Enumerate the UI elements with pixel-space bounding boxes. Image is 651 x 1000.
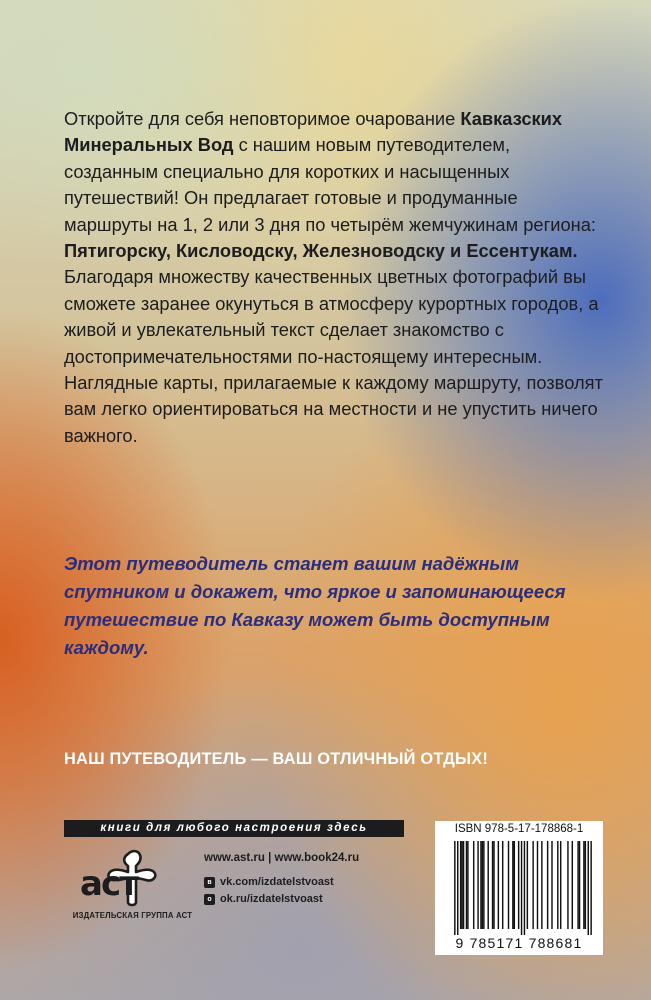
barcode-bar	[579, 841, 580, 929]
slogan: НАШ ПУТЕВОДИТЕЛЬ — ВАШ ОТЛИЧНЫЙ ОТДЫХ!	[64, 750, 489, 768]
barcode-bar	[480, 841, 481, 929]
barcode-bar	[514, 841, 515, 929]
ok-link[interactable]	[204, 893, 323, 905]
barcode-bar	[466, 841, 467, 929]
publisher-name: ИЗДАТЕЛЬСКАЯ ГРУППА АСТ	[72, 911, 193, 920]
barcode-bar	[460, 841, 461, 929]
vk-link-text[interactable]: vk.com/izdatelstvoast	[220, 876, 334, 888]
barcode-bar	[547, 841, 548, 929]
barcode-bar	[532, 841, 533, 929]
barcode-bar	[461, 841, 462, 929]
barcode-bar	[473, 841, 474, 929]
barcode-bar	[567, 841, 568, 929]
series-tagline-bar: книги для любого настроения здесь	[64, 820, 404, 837]
description-part-3: Благодаря множеству качественных цветных фотографий вы сможете заранее окунуться в атмосферу курортных городов, а живой и увлекательный текст сделает знакомство с достопримечательностями по-настоящему интересным. Наглядные карты, прилагаемые к каждому маршруту, позволят вам легко ориентироваться на местности и не упустить ничего важного.	[64, 266, 603, 446]
barcode-bar	[572, 841, 573, 929]
description-text	[64, 106, 604, 449]
barcode-bar	[537, 841, 538, 929]
description-bold-cities: Пятигорску, Кисловодску, Железноводску и Ессентукам.	[64, 240, 578, 262]
barcode-bar	[524, 841, 525, 935]
barcode-bar	[583, 841, 584, 929]
barcode-bar	[457, 841, 458, 935]
description-part-1: Откройте для себя неповторимое очарование	[64, 108, 461, 129]
vk-icon: в	[204, 877, 215, 888]
barcode-bar	[557, 841, 558, 929]
ast-logo	[72, 846, 192, 910]
barcode-bar	[492, 841, 493, 929]
barcode-bar	[585, 841, 586, 929]
description-part-2: с нашим новым путеводителем, созданным специально для коротких и насыщенных путешествий! Он предлагает готовые и продуманные маршруты на 1, 2 или 3 дня по четырём жемчужинам региона:	[64, 134, 596, 235]
barcode-bar	[590, 841, 591, 935]
barcode-bar	[482, 841, 483, 929]
vk-link[interactable]	[204, 876, 334, 888]
barcode-bar	[560, 841, 561, 929]
barcode-bar	[527, 841, 528, 929]
publisher-websites[interactable]: www.ast.ru | www.book24.ru	[204, 852, 360, 864]
barcode-bar	[508, 841, 509, 929]
barcode-bar	[518, 841, 519, 929]
barcode-bar	[551, 841, 552, 929]
barcode-bar	[502, 841, 503, 929]
barcode-bar	[588, 841, 589, 935]
barcode-bar	[577, 841, 578, 929]
barcode-bar	[467, 841, 468, 929]
highlight-text: Этот путеводитель станет вашим надёжным спутником и докажет, что яркое и запоминающееся путешествие по Кавказу может быть доступным каждому.	[64, 553, 566, 658]
barcode-bar	[521, 841, 522, 935]
barcode-bar	[477, 841, 478, 929]
barcode-bar	[498, 841, 499, 929]
barcode-bar	[454, 841, 455, 935]
barcode-bar	[541, 841, 542, 929]
barcode-bar	[483, 841, 484, 929]
ast-logo-letters: аст	[80, 864, 137, 904]
description-bold-region: Кавказских Минеральных Вод	[64, 108, 563, 156]
barcode-panel	[435, 821, 603, 955]
barcode-bar	[463, 841, 464, 929]
barcode-bar	[487, 841, 488, 929]
barcode-bar	[512, 841, 513, 929]
ok-link-text[interactable]: ok.ru/izdatelstvoast	[220, 893, 323, 905]
barcode-digits: 9 785171 788681	[455, 935, 583, 951]
barcode-bar	[493, 841, 494, 929]
ok-icon: о	[204, 894, 215, 905]
isbn-number: ISBN 978-5-17-178868-1	[454, 823, 584, 835]
barcode-image	[435, 839, 603, 935]
